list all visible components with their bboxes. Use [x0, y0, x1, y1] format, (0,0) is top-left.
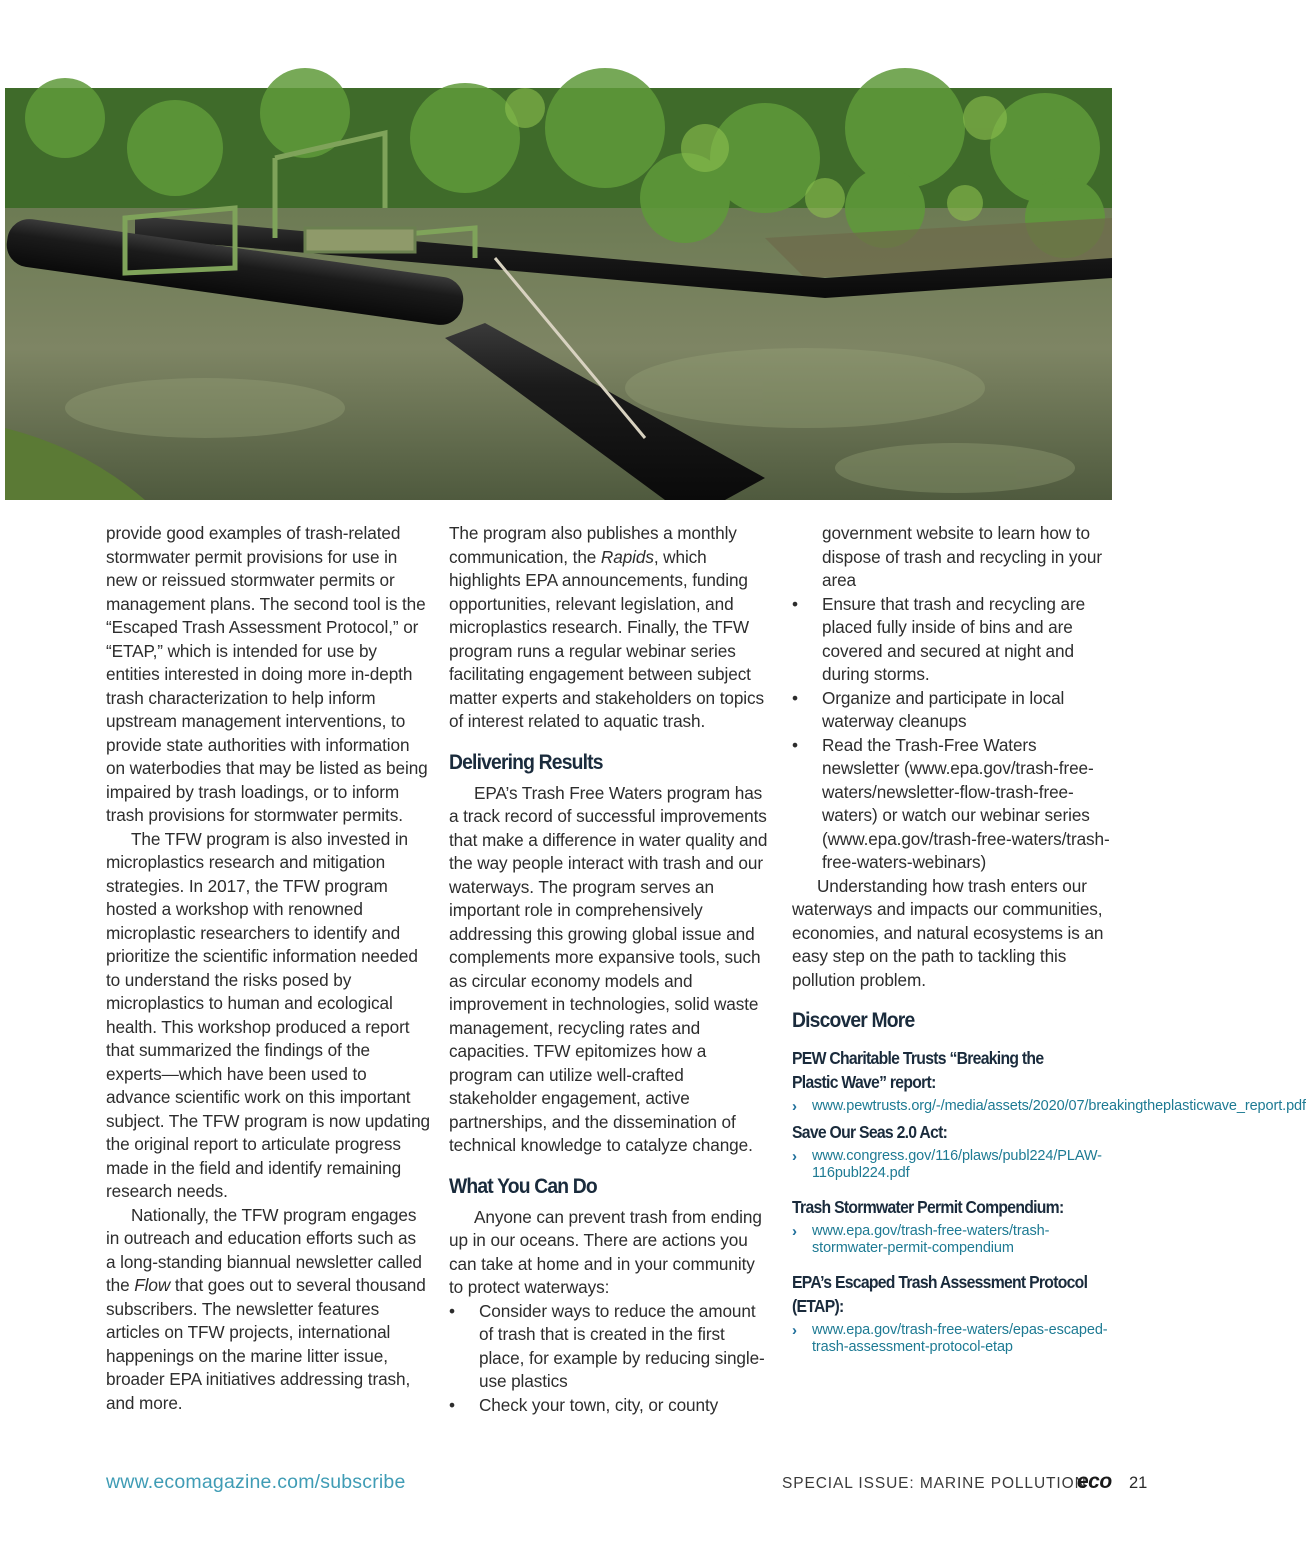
- list-item: • Consider ways to reduce the amount of trash that is created in the first place, for example by reducing single-use plastics: [449, 1300, 771, 1394]
- issue-label: SPECIAL ISSUE: MARINE POLLUTION: [782, 1475, 1087, 1492]
- section-heading: What You Can Do: [449, 1174, 597, 1198]
- resource-url[interactable]: www.congress.gov/116/plaws/publ224/PLAW-116publ224.pdf: [812, 1147, 1102, 1181]
- trash-boom-photo: [5, 88, 1112, 500]
- column-2: [449, 522, 771, 1417]
- list-item: • Organize and participate in local waterway cleanups: [792, 687, 1114, 734]
- resource-link[interactable]: [792, 1148, 1114, 1183]
- resource-url[interactable]: www.epa.gov/trash-free-waters/epas-escaped-trash-assessment-protocol-etap: [812, 1321, 1108, 1355]
- chevron-right-icon: ›: [792, 1222, 797, 1240]
- chevron-right-icon: ›: [792, 1147, 797, 1165]
- resource-title: PEW Charitable Trusts “Breaking the Plastic Wave” report:: [792, 1048, 1044, 1092]
- paragraph: EPA’s Trash Free Waters program has a track record of successful improvements that make a difference in water quality and the way people interact with trash and our waterways. The program serves an important role in comprehensively addressing this growing global issue and complements more expansive tools, such as circular economy models and improvement in technologies, solid waste management, recycling rates and capacities. TFW epitomizes how a program can utilize well-crafted stakeholder engagement, active partnerships, and the dissemination of technical knowledge to catalyze change.: [449, 782, 768, 1155]
- list-item: government website to learn how to dispose of trash and recycling in your area: [822, 523, 1102, 590]
- chevron-right-icon: ›: [792, 1098, 797, 1115]
- column-3: [792, 522, 1306, 1359]
- paragraph: The TFW program is also invested in microplastics research and mitigation strategies. In 2017, the TFW program hosted a workshop with renowned microplastic researchers to identify and prioritize the scientific information needed to understand the risks posed by microplastics to human and ecological health. This workshop produced a report that summarized the findings of the experts—which have been used to advance scientific work on this important subject. The TFW program is now updating the original report to articulate progress made in the field and identify remaining research needs.: [106, 828, 430, 1201]
- page-number: 21: [1129, 1474, 1148, 1492]
- list-item: • Read the Trash-Free Waters newsletter (www.epa.gov/trash-free-waters/newsletter-flow-trash-free-waters) or watch our webinar series (www.epa.gov/trash-free-waters/trash-free-waters-webinars): [792, 734, 1114, 875]
- paragraph: Anyone can prevent trash from ending up in our oceans. There are actions you can take at home and in your community to protect waterways:: [449, 1206, 762, 1297]
- list-item: • Check your town, city, or county: [449, 1394, 771, 1418]
- action-list: [449, 1300, 771, 1418]
- section-heading: Delivering Results: [449, 750, 603, 774]
- resource-link[interactable]: [792, 1223, 1114, 1258]
- subscribe-link[interactable]: www.ecomagazine.com/subscribe: [106, 1471, 406, 1493]
- resource-url[interactable]: www.epa.gov/trash-free-waters/trash-stormwater-permit-compendium: [812, 1222, 1050, 1256]
- chevron-right-icon: ›: [792, 1321, 797, 1339]
- trash-boom-illustration: [5, 88, 1112, 500]
- paragraph: Understanding how trash enters our waterways and impacts our communities, economies, and natural ecosystems is an easy step on the path to tackling this pollution problem.: [792, 875, 1104, 990]
- resource-link[interactable]: [792, 1322, 1114, 1357]
- column-1: [106, 522, 430, 1415]
- list-item: • Ensure that trash and recycling are placed fully inside of bins and are covered and secured at night and during storms.: [792, 593, 1114, 687]
- resource-title: Trash Stormwater Permit Compendium:: [792, 1196, 1064, 1217]
- resource-title: Save Our Seas 2.0 Act:: [792, 1121, 948, 1142]
- action-list-continued: [792, 522, 1114, 875]
- section-heading: Discover More: [792, 1009, 915, 1032]
- resource-title: EPA’s Escaped Trash Assessment Protocol (ETAP):: [792, 1271, 1088, 1316]
- paragraph: Nationally, the TFW program engages in outreach and education efforts such as a long-standing biannual newsletter called the Flow that goes out to several thousand subscribers. The newsletter features articles on TFW projects, international happenings on the marine litter issue, broader EPA initiatives addressing trash, and more.: [106, 1204, 426, 1413]
- paragraph: The program also publishes a monthly communication, the Rapids, which highlights EPA announcements, funding opportunities, relevant legislation, and microplastics research. Finally, the TFW program runs a regular webinar series facilitating engagement between subject matter experts and stakeholders on topics of interest related to aquatic trash.: [449, 523, 764, 731]
- resource-link[interactable]: [792, 1098, 1306, 1116]
- resource-url[interactable]: www.pewtrusts.org/-/media/assets/2020/07/breakingtheplasticwave_report.pdf: [812, 1098, 1306, 1114]
- eco-logo: eco: [1077, 1470, 1112, 1493]
- paragraph: provide good examples of trash-related stormwater permit provisions for use in new or reissued stormwater permits or management plans. The second tool is the “Escaped Trash Assessment Protocol,” or “ETAP,” which is intended for use by entities interested in doing more in-depth trash characterization to help inform upstream management interventions, to provide state authorities with information on waterbodies that may be listed as being impaired by trash loadings, or to inform trash provisions for stormwater permits.: [106, 523, 428, 825]
